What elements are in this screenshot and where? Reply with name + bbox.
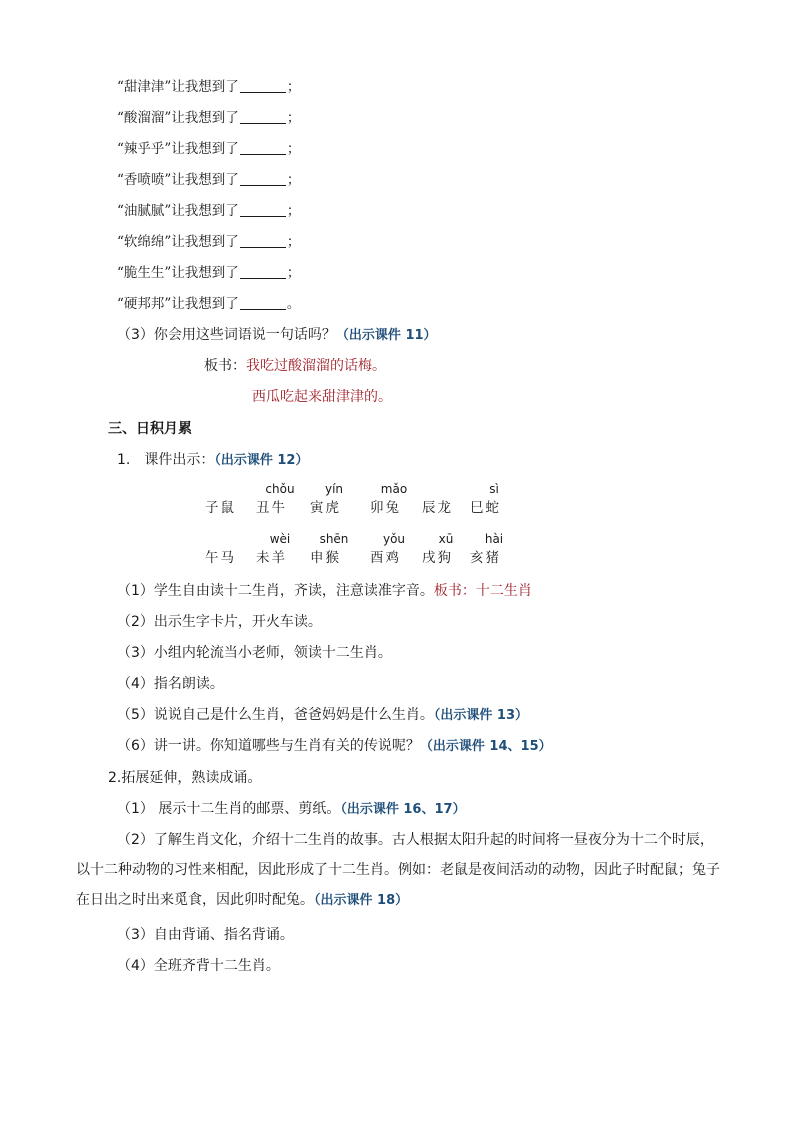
step-item bbox=[117, 643, 392, 663]
fill-in-line bbox=[117, 108, 300, 128]
zodiac-item bbox=[256, 532, 314, 572]
zodiac-chars: 寅虎 bbox=[310, 500, 341, 516]
step-item bbox=[117, 674, 224, 694]
step-item bbox=[117, 736, 552, 757]
fill-prompt: 让我想到了 bbox=[171, 203, 239, 219]
fill-prompt: 让我想到了 bbox=[171, 79, 239, 95]
answer-blank[interactable] bbox=[240, 109, 286, 124]
fill-in-line bbox=[117, 77, 300, 97]
step-text: （4）指名朗读。 bbox=[117, 676, 224, 692]
zodiac-pinyin: wèi bbox=[269, 532, 291, 546]
courseware-tag: （出示课件 14、15） bbox=[419, 739, 552, 754]
step-text: （2）出示生字卡片，开火车读。 bbox=[117, 614, 322, 630]
zodiac-item bbox=[256, 482, 314, 522]
answer-blank[interactable] bbox=[240, 264, 286, 279]
zodiac-pinyin: hài bbox=[484, 532, 504, 546]
zodiac-pinyin: chǒu bbox=[265, 482, 295, 496]
zodiac-pinyin: shēn bbox=[319, 532, 349, 546]
fill-in-line bbox=[117, 263, 300, 283]
fill-word: “辣乎乎” bbox=[117, 141, 172, 157]
answer-blank[interactable] bbox=[240, 140, 286, 155]
fill-in-line bbox=[117, 232, 300, 252]
answer-blank[interactable] bbox=[240, 295, 286, 310]
ext-item-3: （3）自由背诵、指名背诵。 bbox=[117, 927, 294, 943]
zodiac-pinyin: mǎo bbox=[380, 482, 408, 496]
fill-in-line bbox=[117, 170, 300, 190]
fill-word: “软绵绵” bbox=[117, 234, 172, 250]
ext-item-1 bbox=[117, 799, 466, 820]
zodiac-item bbox=[370, 482, 428, 522]
fill-in-line bbox=[117, 294, 300, 314]
fill-end: ； bbox=[286, 141, 301, 157]
zodiac-chars: 辰龙 bbox=[422, 500, 453, 516]
fill-in-line bbox=[117, 201, 300, 221]
zodiac-item bbox=[205, 482, 263, 522]
courseware-tag: （出示课件 13） bbox=[433, 708, 529, 723]
board-text: 十二生肖 bbox=[475, 583, 532, 599]
zodiac-chars: 卯兔 bbox=[370, 500, 401, 516]
fill-word: “酸溜溜” bbox=[117, 110, 172, 126]
fill-in-line bbox=[117, 139, 300, 159]
zodiac-pinyin: yín bbox=[324, 482, 344, 496]
ext-item-4: （4）全班齐背十二生肖。 bbox=[117, 958, 280, 974]
fill-prompt: 让我想到了 bbox=[171, 265, 239, 281]
zodiac-item bbox=[205, 532, 263, 572]
zodiac-chars: 午马 bbox=[205, 550, 236, 566]
zodiac-chars: 酉鸡 bbox=[370, 550, 401, 566]
fill-end: ； bbox=[286, 265, 301, 281]
ext-item-2-text: （2）了解生肖文化，介绍十二生肖的故事。古人根据太阳升起的时间将一昼夜分为十二个时辰，以十二种动物的习性来相配，因此形成了十二生肖。例如：老鼠是夜间活动的动物，因此子时配鼠；兔子在日出之时出来觅食，因此卯时配兔。 bbox=[76, 832, 720, 908]
zodiac-chars: 丑牛 bbox=[256, 500, 287, 516]
zodiac-chars: 子鼠 bbox=[205, 500, 236, 516]
step-item bbox=[117, 612, 322, 632]
item-1-text: 1. 课件出示： bbox=[117, 452, 215, 468]
fill-end: ； bbox=[286, 234, 301, 250]
answer-blank[interactable] bbox=[240, 202, 286, 217]
step-item bbox=[117, 581, 532, 601]
item-2: 2.拓展延伸，熟读成诵。 bbox=[108, 770, 262, 786]
zodiac-item bbox=[470, 532, 528, 572]
zodiac-chars: 巳蛇 bbox=[470, 500, 501, 516]
fill-end: ； bbox=[286, 172, 301, 188]
question-3 bbox=[117, 325, 437, 346]
courseware-tag: （出示课件 11） bbox=[335, 328, 437, 343]
ext-item-2 bbox=[76, 825, 720, 916]
zodiac-pinyin: xū bbox=[438, 532, 454, 546]
fill-prompt: 让我想到了 bbox=[171, 141, 239, 157]
fill-word: “香喷喷” bbox=[117, 172, 172, 188]
ext-item-1-text: （1） 展示十二生肖的邮票、剪纸。 bbox=[117, 801, 341, 817]
board-line-2: 西瓜吃起来甜津津的。 bbox=[252, 389, 392, 405]
answer-blank[interactable] bbox=[240, 233, 286, 248]
question-3-text: （3）你会用这些词语说一句话吗？ bbox=[117, 327, 336, 343]
fill-prompt: 让我想到了 bbox=[171, 296, 239, 312]
step-text: （5）说说自己是什么生肖，爸爸妈妈是什么生肖。 bbox=[117, 707, 434, 723]
zodiac-item bbox=[470, 482, 528, 522]
zodiac-chars: 亥猪 bbox=[470, 550, 501, 566]
fill-end: ； bbox=[286, 203, 301, 219]
board-writing bbox=[204, 356, 386, 376]
zodiac-chars: 戌狗 bbox=[422, 550, 453, 566]
zodiac-item bbox=[370, 532, 428, 572]
step-text: （6）讲一讲。你知道哪些与生肖有关的传说呢？ bbox=[117, 738, 420, 754]
zodiac-item bbox=[310, 532, 368, 572]
fill-word: “硬邦邦” bbox=[117, 296, 172, 312]
fill-end: ； bbox=[286, 79, 301, 95]
answer-blank[interactable] bbox=[240, 171, 286, 186]
fill-prompt: 让我想到了 bbox=[171, 172, 239, 188]
section-heading: 三、日积月累 bbox=[108, 421, 192, 437]
fill-end: 。 bbox=[286, 296, 301, 312]
zodiac-chars: 未羊 bbox=[256, 550, 287, 566]
courseware-tag: （出示课件 16、17） bbox=[340, 802, 466, 817]
board-line-1: 我吃过酸溜溜的话梅。 bbox=[246, 358, 386, 374]
fill-prompt: 让我想到了 bbox=[171, 234, 239, 250]
zodiac-item bbox=[310, 482, 368, 522]
zodiac-pinyin: yǒu bbox=[382, 532, 406, 546]
item-1 bbox=[117, 450, 308, 471]
board-label: 板书： bbox=[433, 583, 476, 599]
board-label: 板书： bbox=[204, 358, 246, 374]
courseware-tag: （出示课件 12） bbox=[214, 453, 309, 468]
zodiac-pinyin: sì bbox=[489, 482, 499, 496]
step-text: （3）小组内轮流当小老师，领读十二生肖。 bbox=[117, 645, 392, 661]
step-item bbox=[117, 705, 528, 726]
step-text: （1）学生自由读十二生肖，齐读，注意读准字音。 bbox=[117, 583, 434, 599]
courseware-tag: （出示课件 18） bbox=[314, 893, 409, 908]
fill-prompt: 让我想到了 bbox=[171, 110, 239, 126]
zodiac-chars: 申猴 bbox=[310, 550, 341, 566]
fill-end: ； bbox=[286, 110, 301, 126]
fill-word: “脆生生” bbox=[117, 265, 172, 281]
fill-word: “油腻腻” bbox=[117, 203, 172, 219]
fill-word: “甜津津” bbox=[117, 79, 172, 95]
answer-blank[interactable] bbox=[240, 78, 286, 93]
